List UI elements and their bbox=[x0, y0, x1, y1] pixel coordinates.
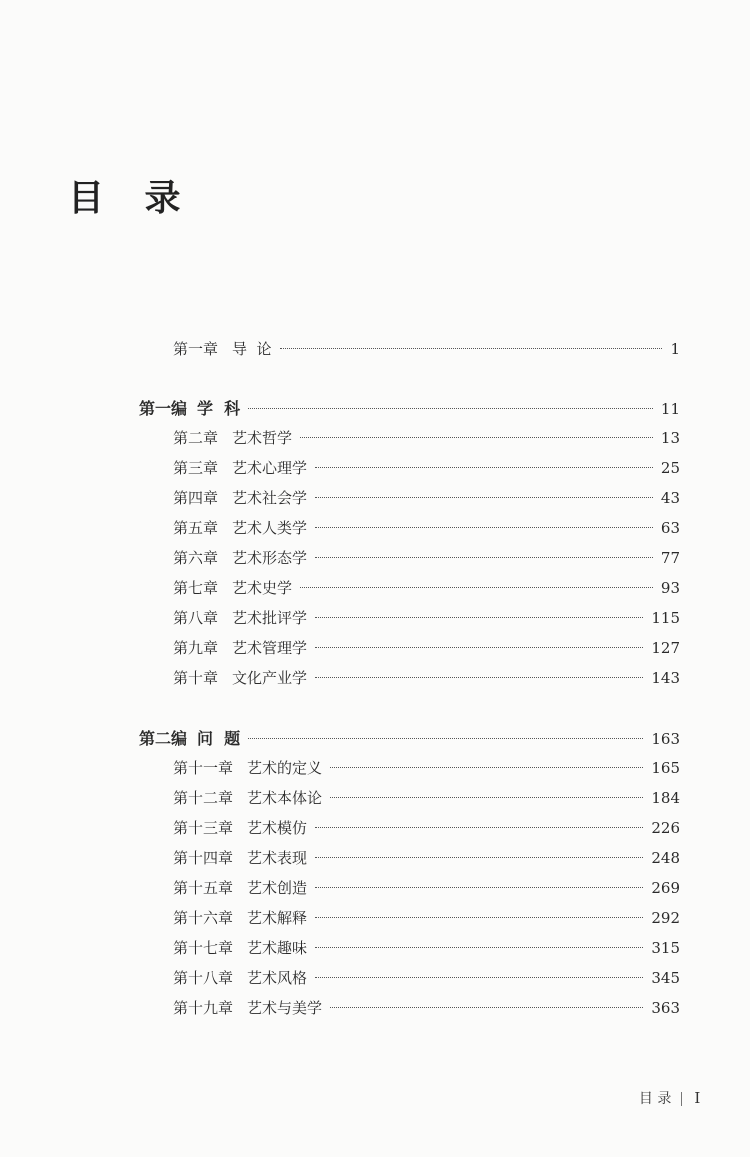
toc-leader-dots bbox=[280, 348, 663, 349]
toc-entry-number: 第六章 bbox=[173, 549, 219, 567]
toc-entry-page: 115 bbox=[651, 609, 680, 627]
toc-entry-number: 第十五章 bbox=[173, 879, 234, 897]
toc-entry bbox=[173, 966, 680, 990]
toc-leader-dots bbox=[315, 677, 643, 678]
toc-entry-page: 93 bbox=[660, 579, 680, 597]
toc-entry-number: 第七章 bbox=[173, 579, 219, 597]
toc-leader-dots bbox=[315, 917, 643, 918]
toc-entry-number: 第十章 bbox=[173, 669, 219, 687]
toc-entry bbox=[173, 516, 680, 540]
toc-entry-number: 第十八章 bbox=[173, 969, 234, 987]
toc-leader-dots bbox=[315, 827, 643, 828]
toc-entry-title: 艺术解释 bbox=[247, 909, 308, 927]
toc-entry-page: 184 bbox=[651, 789, 680, 807]
toc-entry-number: 第十九章 bbox=[173, 999, 234, 1017]
toc-entry-number: 第十六章 bbox=[173, 909, 234, 927]
toc-entry-number: 第八章 bbox=[173, 609, 219, 627]
toc-entry bbox=[173, 426, 680, 450]
toc-entry bbox=[173, 456, 680, 480]
toc-entry-page: 25 bbox=[660, 459, 680, 477]
footer-page-number: I bbox=[694, 1089, 701, 1107]
toc-entry-page: 226 bbox=[651, 819, 680, 837]
toc-leader-dots bbox=[315, 527, 653, 528]
toc-part-number: 第一编 bbox=[139, 399, 188, 418]
toc-entry-page: 13 bbox=[660, 429, 680, 447]
toc-entry-number: 第十四章 bbox=[173, 849, 234, 867]
toc-entry bbox=[173, 846, 680, 870]
toc-entry-title: 艺术史学 bbox=[232, 579, 293, 597]
toc-entry-page: 363 bbox=[651, 999, 680, 1017]
toc-entry bbox=[173, 756, 680, 780]
toc-entry-title: 艺术趣味 bbox=[247, 939, 308, 957]
toc-part-title: 学 科 bbox=[197, 399, 241, 418]
toc-leader-dots bbox=[315, 557, 653, 558]
toc-entry-title: 文化产业学 bbox=[232, 669, 308, 687]
toc-entry-title: 艺术哲学 bbox=[232, 429, 293, 447]
toc-leader-dots bbox=[300, 437, 653, 438]
toc-part-title: 问 题 bbox=[197, 729, 241, 748]
toc-entry-number: 第十二章 bbox=[173, 789, 234, 807]
toc-entry-page: 43 bbox=[660, 489, 680, 507]
toc-entry bbox=[173, 546, 680, 570]
toc-entry bbox=[173, 576, 680, 600]
toc-entry-page: 11 bbox=[660, 400, 680, 418]
toc-entry-number: 第十七章 bbox=[173, 939, 234, 957]
toc-part-heading bbox=[139, 397, 680, 421]
toc-entry-page: 77 bbox=[660, 549, 680, 567]
toc-entry-number: 第五章 bbox=[173, 519, 219, 537]
toc-entry-title: 艺术批评学 bbox=[232, 609, 308, 627]
toc-entry-page: 127 bbox=[651, 639, 680, 657]
page-footer bbox=[630, 1072, 700, 1108]
footer-section-label: 目 录 bbox=[638, 1091, 672, 1107]
toc-entry-number: 第十三章 bbox=[173, 819, 234, 837]
toc-entry bbox=[173, 906, 680, 930]
toc-entry bbox=[173, 786, 680, 810]
toc-entry-number: 第九章 bbox=[173, 639, 219, 657]
toc-entry-page: 1 bbox=[670, 340, 680, 358]
toc-leader-dots bbox=[315, 977, 643, 978]
toc-leader-dots bbox=[315, 887, 643, 888]
toc-entry-page: 345 bbox=[651, 969, 680, 987]
toc-entry-page: 143 bbox=[651, 669, 680, 687]
toc-entry-title: 艺术的定义 bbox=[247, 759, 323, 777]
toc-entry-page: 165 bbox=[651, 759, 680, 777]
toc-entry-title: 艺术表现 bbox=[247, 849, 308, 867]
toc-entry-number: 第三章 bbox=[173, 459, 219, 477]
footer-divider bbox=[681, 1092, 682, 1106]
toc-leader-dots bbox=[248, 408, 653, 409]
toc-entry bbox=[173, 996, 680, 1020]
toc-entry-title: 艺术社会学 bbox=[232, 489, 308, 507]
toc-entry-title: 艺术形态学 bbox=[232, 549, 308, 567]
toc-entry bbox=[173, 636, 680, 660]
toc-entry-title: 艺术心理学 bbox=[232, 459, 308, 477]
toc-entry bbox=[173, 337, 680, 361]
toc-leader-dots bbox=[315, 617, 643, 618]
toc-entry-number: 第一章 bbox=[173, 340, 219, 358]
toc-entry bbox=[173, 816, 680, 840]
toc-entry bbox=[173, 876, 680, 900]
toc-leader-dots bbox=[315, 497, 653, 498]
toc-leader-dots bbox=[330, 1007, 643, 1008]
toc-entry-title: 导 论 bbox=[232, 340, 272, 358]
toc-entry-number: 第二章 bbox=[173, 429, 219, 447]
toc-entry bbox=[173, 936, 680, 960]
toc-part-heading bbox=[139, 727, 680, 751]
toc-leader-dots bbox=[315, 947, 643, 948]
toc-entry-title: 艺术与美学 bbox=[247, 999, 323, 1017]
toc-leader-dots bbox=[315, 467, 653, 468]
toc-entry bbox=[173, 666, 680, 690]
toc-entry-title: 艺术管理学 bbox=[232, 639, 308, 657]
toc-leader-dots bbox=[248, 738, 643, 739]
toc-leader-dots bbox=[330, 797, 643, 798]
toc-entry-page: 63 bbox=[660, 519, 680, 537]
toc-leader-dots bbox=[315, 857, 643, 858]
toc-entry-page: 315 bbox=[651, 939, 680, 957]
toc-leader-dots bbox=[300, 587, 653, 588]
toc-part-number: 第二编 bbox=[139, 729, 188, 748]
toc-leader-dots bbox=[330, 767, 643, 768]
toc-entry-page: 292 bbox=[651, 909, 680, 927]
toc-entry-number: 第四章 bbox=[173, 489, 219, 507]
toc-entry-title: 艺术风格 bbox=[247, 969, 308, 987]
toc-leader-dots bbox=[315, 647, 643, 648]
toc-entry-title: 艺术创造 bbox=[247, 879, 308, 897]
toc-entry bbox=[173, 606, 680, 630]
toc-entry bbox=[173, 486, 680, 510]
toc-entry-page: 248 bbox=[651, 849, 680, 867]
toc-entry-title: 艺术人类学 bbox=[232, 519, 308, 537]
toc-entry-title: 艺术模仿 bbox=[247, 819, 308, 837]
page-title: 目 录 bbox=[68, 178, 195, 219]
toc-entry-page: 269 bbox=[651, 879, 680, 897]
toc-entry-page: 163 bbox=[651, 730, 680, 748]
toc-entry-title: 艺术本体论 bbox=[247, 789, 323, 807]
toc-entry-number: 第十一章 bbox=[173, 759, 234, 777]
